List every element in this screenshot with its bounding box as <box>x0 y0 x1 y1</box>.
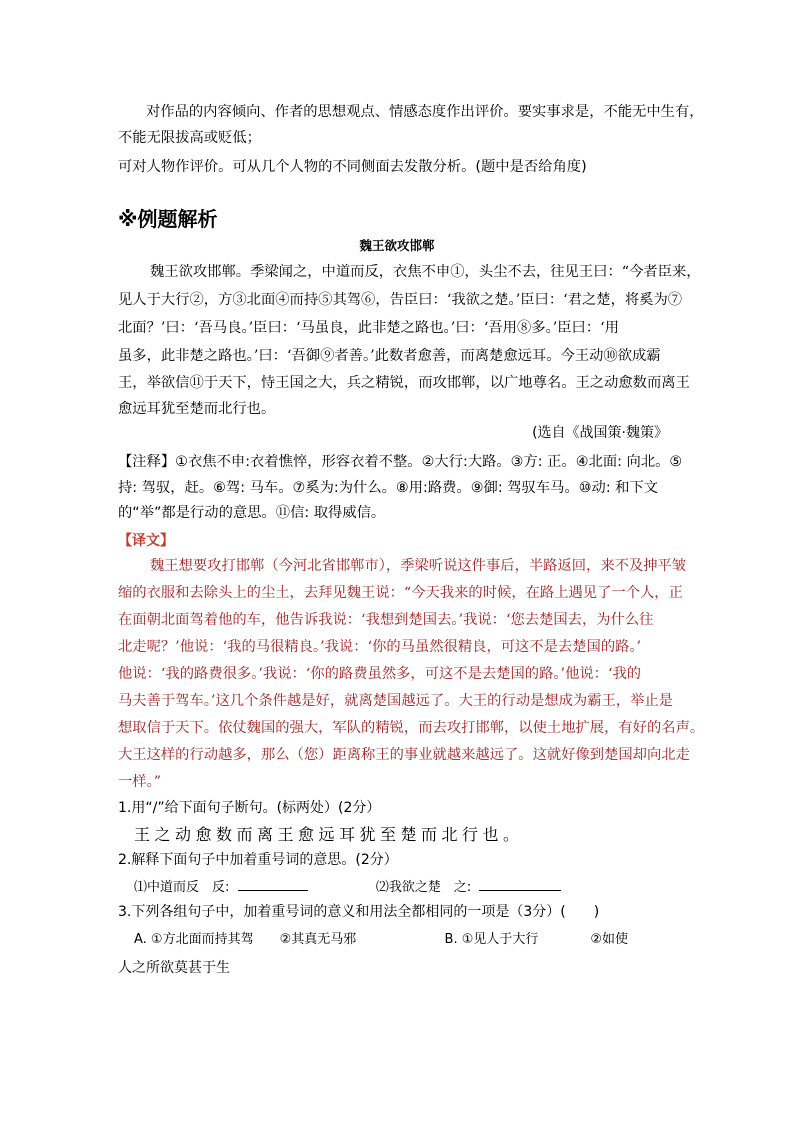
passage-line: 见人于大行②，方③北面④而持⑤其驾⑥，告臣曰：‘我欲之楚。’臣曰：‘君之楚，将奚为⑦ <box>118 292 683 308</box>
question-3: 3.下列各组句子中，加着重号词的意义和用法全都相同的一项是（3分）( ) <box>118 904 600 920</box>
intro-line-3: 可对人物作评价。可从几个人物的不同侧面去发散分析。(题中是否给角度) <box>118 159 587 175</box>
intro-line-2: 不能无限拔高或贬低； <box>118 130 261 146</box>
question-3-options <box>134 930 704 950</box>
passage-line: 王，举欲信⑪于天下，恃王国之大，兵之精锐，而攻邯郸，以广地尊名。王之动愈数而离王 <box>118 375 690 391</box>
translation-line: 他说：‘我的路费很多。’我说：‘你的路费虽然多，可这不是去楚国的路。’他说：‘我的 <box>118 666 642 682</box>
passage-line: 虽多，此非楚之路也。’曰：‘吾御⑨者善。’此数者愈善，而离楚愈远耳。今王动⑩欲成霸 <box>118 348 661 364</box>
answer-blank-1[interactable] <box>238 876 308 891</box>
question-2-item-1: ⑴中道而反 反: <box>134 880 230 895</box>
question-2: 2.解释下面句子中加着重号词的意思。(2分） <box>118 852 398 868</box>
passage-source: (选自《战国策·魏策》 <box>532 425 668 441</box>
passage-line: 魏王欲攻邯郸。季梁闻之，中道而反，衣焦不申①，头尘不去，往见王曰：“今者臣来， <box>150 264 701 280</box>
option-a: A. ①方北面而持其驾 ②其真无马邪 <box>134 932 357 947</box>
translation-line: 在面朝北面驾着他的车，他告诉我说：‘我想到楚国去。’我说：‘您去楚国去，为什么往 <box>118 612 654 628</box>
intro-line-1: 对作品的内容倾向、作者的思想观点、情感态度作出评价。要实事求是，不能无中生有， <box>146 104 704 120</box>
option-b-continued: 人之所欲莫甚于生 <box>118 960 230 976</box>
notes-line: 持: 驾驭，赶。⑥驾: 马车。⑦奚为:为什么。⑧用:路费。⑨御: 驾驭车马。⑩动: 和下文 <box>118 480 659 496</box>
translation-line: 北走呢？’他说：‘我的马很精良。’我说：‘你的马虽然很精良，可这不是去楚国的路。’ <box>118 639 642 655</box>
notes-line: 【注释】①衣焦不申:衣着憔悴，形容衣着不整。②大行:大路。③方: 正。④北面: 向北。⑤ <box>118 454 683 470</box>
translation-label: 【译文】 <box>118 533 174 549</box>
translation-line: 缩的衣服和去除头上的尘土，去拜见魏王说：“今天我来的时候，在路上遇见了一个人，正 <box>118 585 683 601</box>
question-1: 1.用“/”给下面句子断句。(标两处）(2分） <box>118 800 381 816</box>
passage-line: 北面？’曰：‘吾马良。’臣曰：‘马虽良，此非楚之路也。’曰：‘吾用⑧多。’臣曰：‘用 <box>118 320 619 336</box>
answer-blank-2[interactable] <box>479 876 561 891</box>
translation-line: 一样。” <box>118 774 162 790</box>
passage-line: 愈远耳犹至楚而北行也。 <box>118 401 276 417</box>
notes-line: 的“举”都是行动的意思。⑪信: 取得威信。 <box>118 505 386 521</box>
translation-line: 魏王想要攻打邯郸（今河北省邯郸市），季梁听说这件事后，半路返回，来不及抻平皱 <box>150 558 687 574</box>
option-b: B. ①见人于大行 ②如使 <box>444 932 629 947</box>
translation-line: 想取信于天下。依仗魏国的强大，军队的精锐，而去攻打邯郸，以使土地扩展，有好的名声。 <box>118 720 705 736</box>
question-1-sentence: 王之动愈数而离王愈远耳犹至楚而北行也。 <box>134 825 524 844</box>
question-2-items <box>134 876 704 898</box>
section-heading: ※例题解析 <box>118 207 218 231</box>
question-2-item-2: ⑵我欲之楚 之: <box>375 880 472 895</box>
passage-title: 魏王欲攻邯郸 <box>359 238 435 253</box>
translation-line: 大王这样的行动越多，那么（您）距离称王的事业就越来越远了。这就好像到楚国却向北走 <box>118 747 690 763</box>
translation-line: 马夫善于驾车。’这几个条件越是好，就离楚国越远了。大王的行动是想成为霸王，举止是 <box>118 693 673 709</box>
